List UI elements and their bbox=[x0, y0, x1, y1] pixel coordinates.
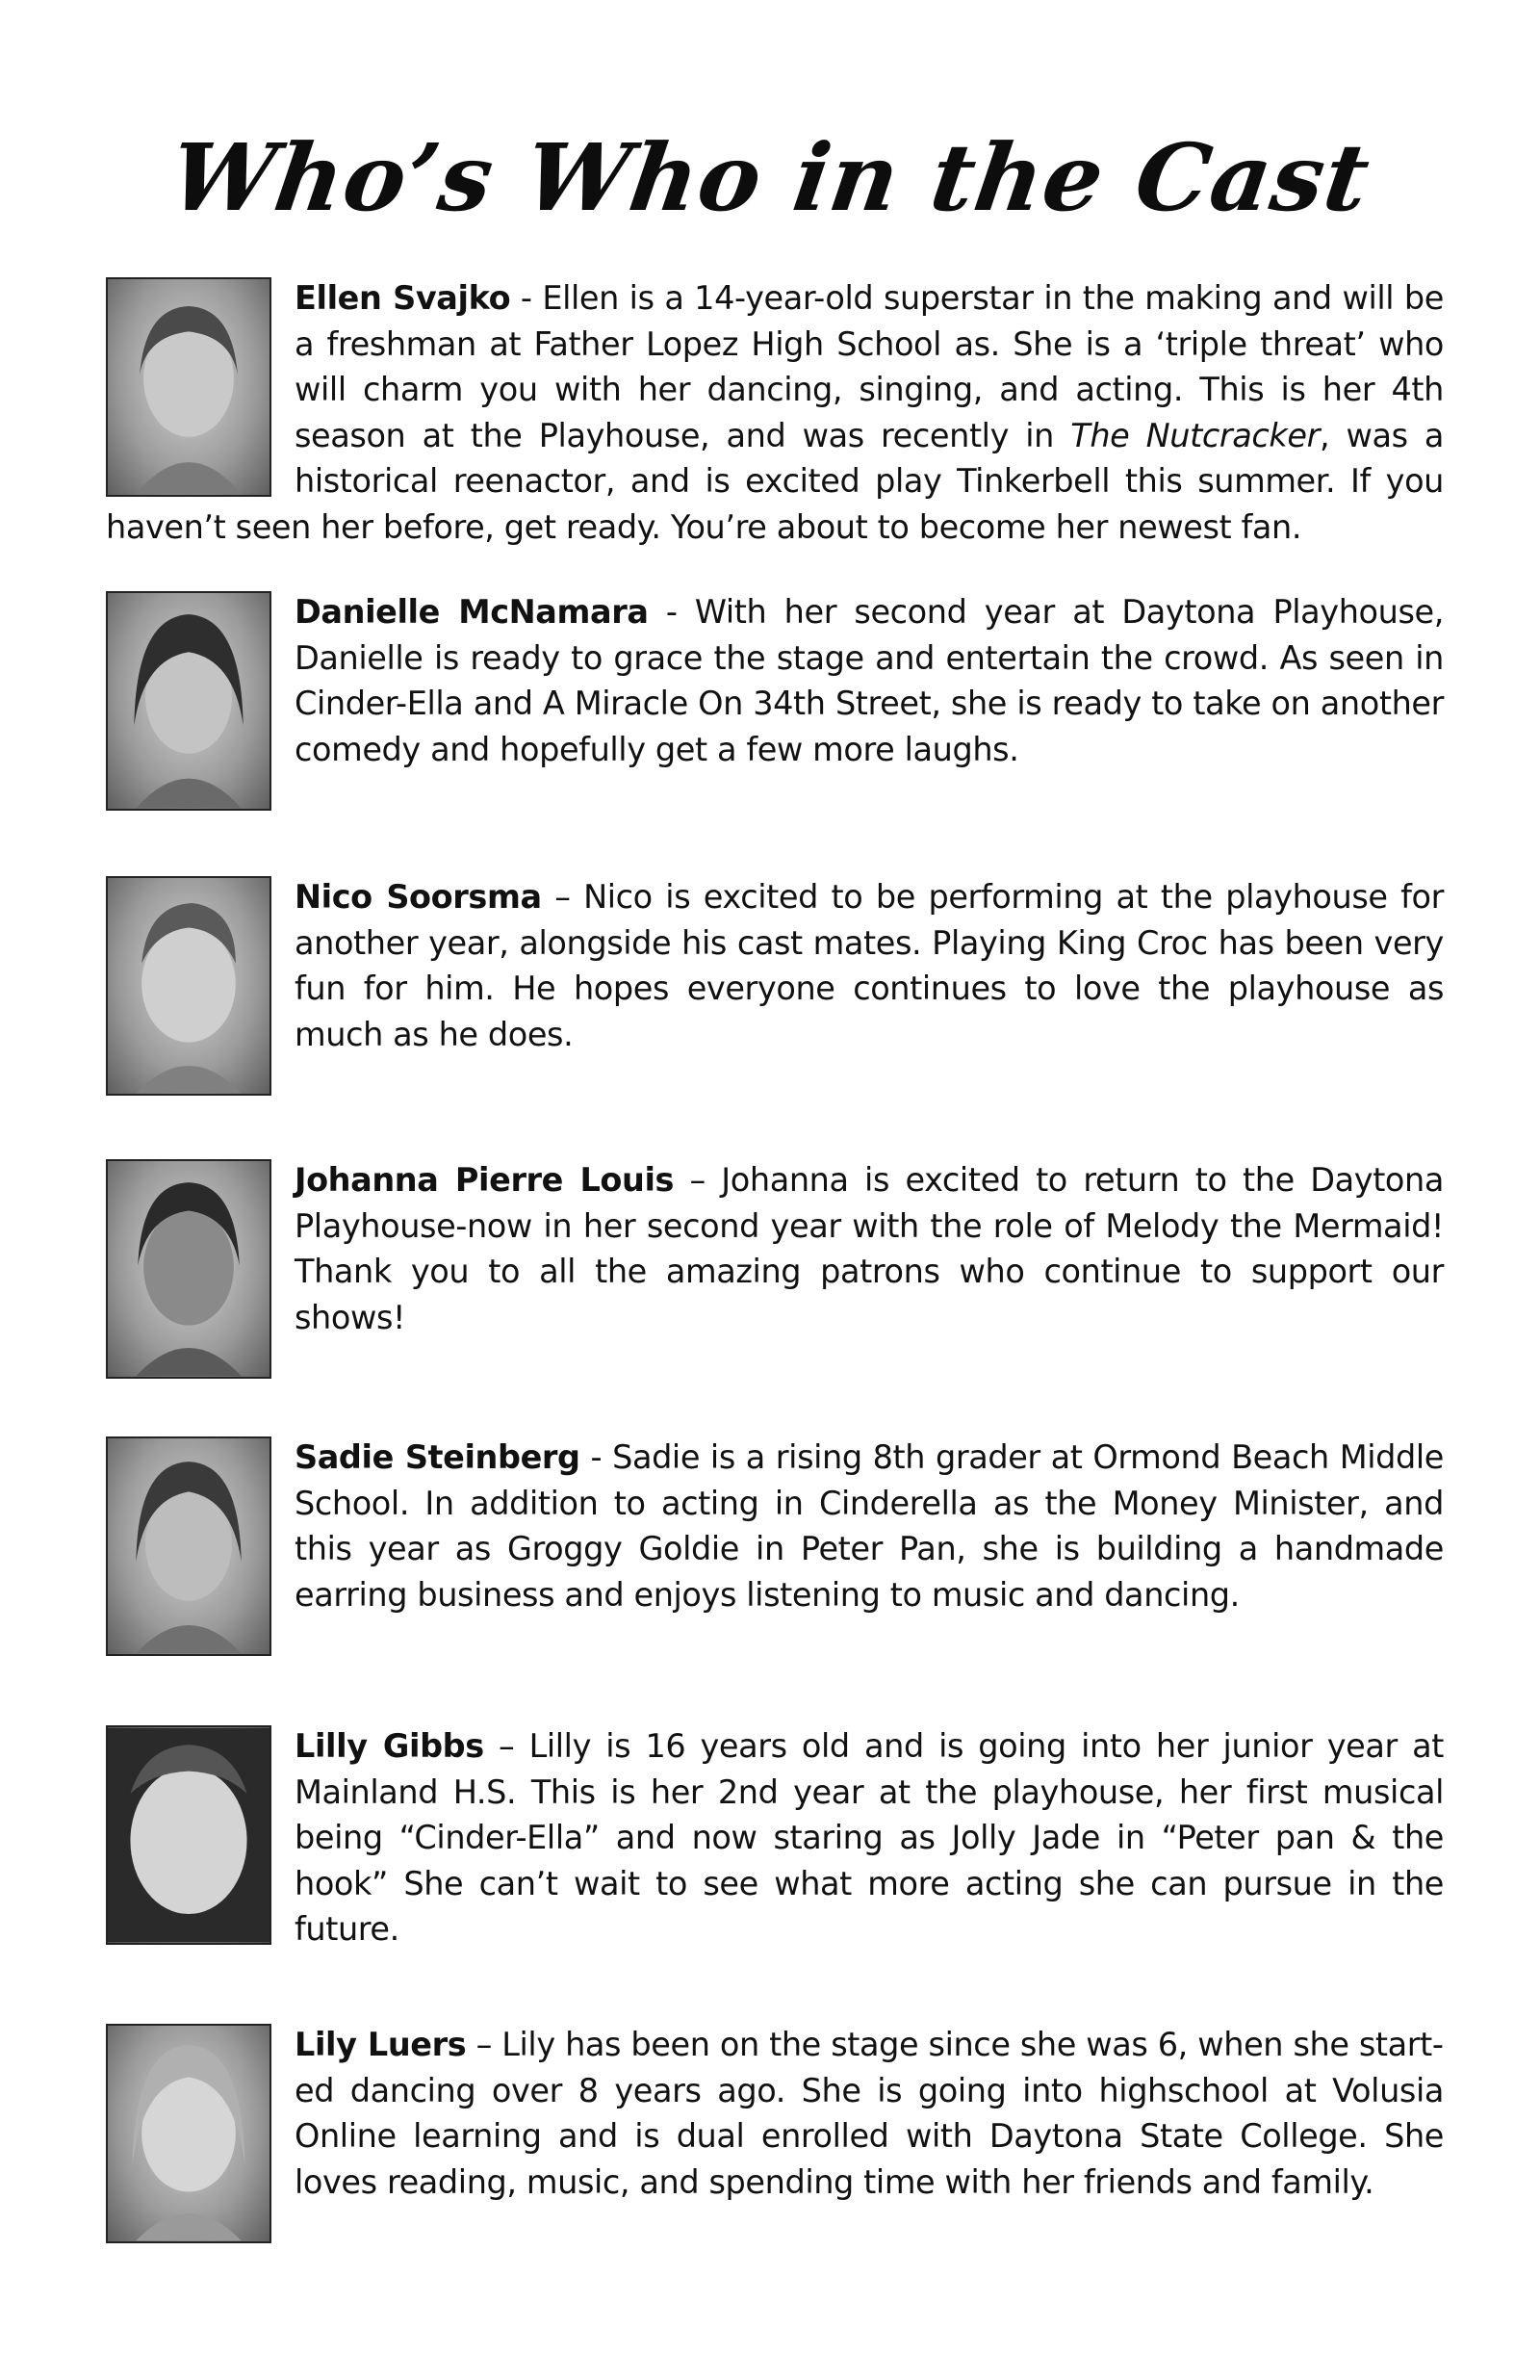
cast-entry-ellen-svajko bbox=[106, 275, 1444, 550]
headshot-photo bbox=[106, 277, 271, 497]
headshot-photo bbox=[106, 1436, 271, 1656]
cast-name: Johanna Pierre Louis bbox=[295, 1161, 675, 1199]
portrait-placeholder-icon bbox=[108, 878, 270, 1094]
cast-entry-lilly-gibbs bbox=[106, 1723, 1444, 1953]
headshot-photo bbox=[106, 2024, 271, 2243]
cast-bio: Ellen Svajko - Ellen is a 14-year-old superstar in the making and will be a freshman at Father Lopez High School as. She is a ‘triple threat’ who will charm you with her dancing, singing, and acting. This is her 4th season at the Playhouse, and was recently in The Nutcracker, was a historical reenactor, and is excited play Tinkerbell this summer. If you haven’t seen her before, get ready. You’re about to become her newest fan. bbox=[106, 279, 1445, 546]
cast-entry-johanna-pierre-louis bbox=[106, 1157, 1444, 1379]
headshot-photo bbox=[106, 591, 271, 811]
cast-entry-nico-soorsma bbox=[106, 874, 1444, 1096]
cast-bio: Lily Luers – Lily has been on the stage since she was 6, when she started dancing over 8 years ago. She is going into highschool at Volusia Online learning and is dual enrolled with Daytona State College. She loves reading, music, and spending time with her friends and family. bbox=[295, 2026, 1444, 2201]
headshot-photo bbox=[106, 1725, 271, 1945]
show-title: The Nutcracker bbox=[1070, 416, 1320, 454]
cast-name: Ellen Svajko bbox=[295, 279, 511, 317]
portrait-placeholder-icon bbox=[108, 1727, 270, 1943]
portrait-placeholder-icon bbox=[108, 279, 270, 495]
cast-bio: Sadie Steinberg - Sadie is a rising 8th grader at Ormond Beach Middle School. In addition to acting in Cinderella as the Money Minister, and this year as Groggy Goldie in Peter Pan, she is building a handmade earring business and enjoys listening to music and dancing. bbox=[295, 1438, 1444, 1614]
cast-entry-danielle-mcnamara bbox=[106, 589, 1444, 811]
cast-name: Lily Luers bbox=[295, 2026, 467, 2063]
cast-bio: Danielle McNamara - With her second year at Daytona Playhouse, Danielle is ready to grace the stage and entertain the crowd. As seen in Cinder-Ella and A Miracle On 34th Street, she is ready to take on another comedy and hopefully get a few more laughs. bbox=[295, 593, 1444, 768]
cast-name: Sadie Steinberg bbox=[295, 1438, 580, 1476]
portrait-placeholder-icon bbox=[108, 593, 270, 809]
portrait-placeholder-icon bbox=[108, 1438, 270, 1654]
cast-name: Danielle McNamara bbox=[295, 593, 649, 631]
cast-bio: Lilly Gibbs – Lilly is 16 years old and is going into her junior year at Mainland H.S. This is her 2nd year at the playhouse, her first musical being “Cinder-Ella” and now staring as Jolly Jade in “Peter pan & the hook” She can’t wait to see what more acting she can pursue in the future. bbox=[295, 1727, 1444, 1948]
headshot-photo bbox=[106, 1159, 271, 1379]
cast-entry-sadie-steinberg bbox=[106, 1435, 1444, 1656]
headshot-photo bbox=[106, 876, 271, 1096]
cast-bio: Nico Soorsma – Nico is excited to be performing at the playhouse for another year, alongside his cast mates. Playing King Croc has been very fun for him. He hopes everyone continues to love the playhouse as much as he does. bbox=[295, 878, 1444, 1053]
cast-bio: Johanna Pierre Louis – Johanna is excited to return to the Daytona Playhouse-now in her second year with the role of Melody the Mermaid! Thank you to all the amazing patrons who continue to support our shows! bbox=[295, 1161, 1444, 1336]
cast-name: Nico Soorsma bbox=[295, 878, 542, 916]
portrait-placeholder-icon bbox=[108, 1161, 270, 1377]
cast-name: Lilly Gibbs bbox=[295, 1727, 484, 1765]
cast-entry-lily-luers bbox=[106, 2022, 1444, 2243]
portrait-placeholder-icon bbox=[108, 2026, 270, 2241]
page-title: Who’s Who in the Cast bbox=[164, 123, 1376, 233]
